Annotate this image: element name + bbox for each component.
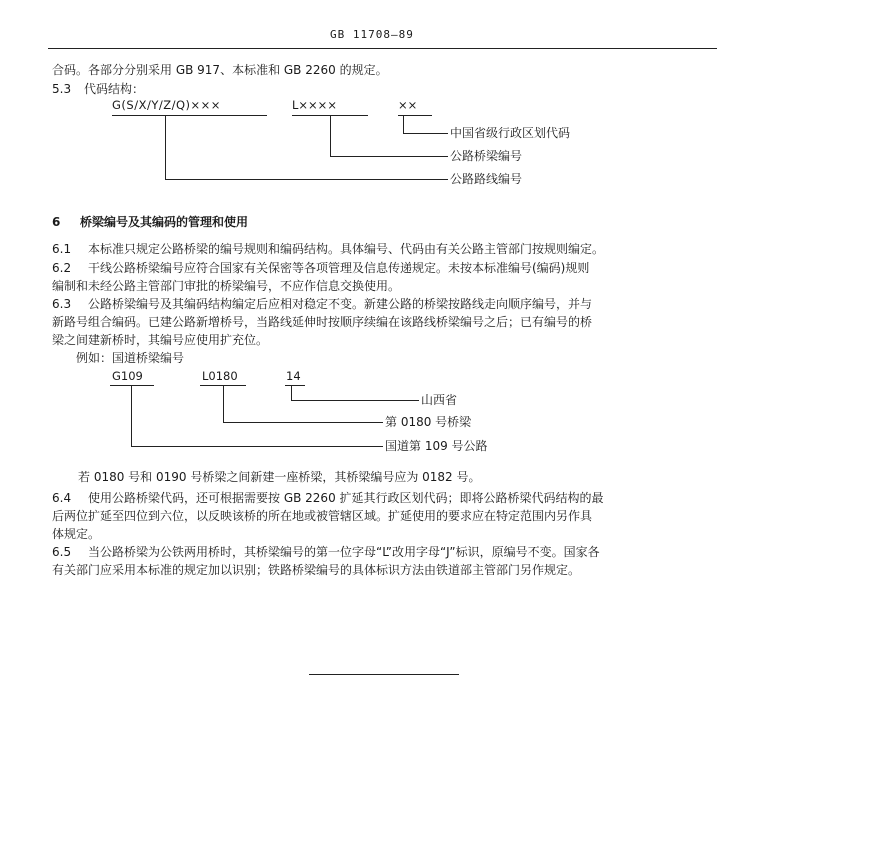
section-6-3-line3: 梁之间建新桥时，其编号应使用扩充位。 [52, 333, 269, 347]
code-part-route: G(S/X/Y/Z/Q)××× [112, 98, 221, 112]
section-6-5-number: 6.5 [52, 545, 72, 559]
intro-line: 合码。各部分分别采用 GB 917、本标准和 GB 2260 的规定。 [52, 63, 388, 77]
header-rule [48, 48, 717, 49]
section-6-4-line1: 使用公路桥梁代码，还可根据需要按 GB 2260 扩延其行政区划代码；即将公路桥梁代码结构的最 [88, 491, 604, 505]
ex-connector-route-h [131, 446, 383, 447]
example-label-bridge: 第 0180 号桥梁 [385, 415, 472, 429]
section-6-number: 6 [52, 215, 61, 229]
ex-underline-route [110, 385, 154, 386]
section-6-3-number: 6.3 [52, 297, 72, 311]
code-part-bridge: L×××× [292, 98, 337, 112]
label-route-number: 公路路线编号 [450, 172, 523, 186]
section-6-4-number: 6.4 [52, 491, 72, 505]
section-6-1-number: 6.1 [52, 242, 72, 256]
page-header: GB 11708—89 [330, 28, 414, 41]
section-6-2-line1: 干线公路桥梁编号应符合国家有关保密等各项管理及信息传递规定。未按本标准编号(编码)规则 [88, 261, 590, 275]
underline-route [112, 115, 267, 116]
section-6-4-line2: 后两位扩延至四位到六位，以反映该桥的所在地或被管辖区域。扩延使用的要求应在特定范围内另作具 [52, 509, 593, 523]
section-6-5-line1: 当公路桥梁为公铁两用桥时，其桥梁编号的第一位字母“L”改用字母“J”标识，原编号不变。国家各 [88, 545, 600, 559]
ex-connector-route-v [131, 385, 132, 447]
section-6-5-line2: 有关部门应采用本标准的规定加以识别；铁路桥梁编号的具体标识方法由铁道部主管部门另作规定。 [52, 563, 581, 577]
code-part-region: ×× [398, 98, 418, 112]
connector-region-v [403, 115, 404, 134]
label-region-code: 中国省级行政区划代码 [450, 126, 571, 140]
section-6-4-line3: 体规定。 [52, 527, 101, 541]
end-rule [309, 674, 459, 675]
section-6-1-text: 本标准只规定公路桥梁的编号规则和编码结构。具体编号、代码由有关公路主管部门按规则编定。 [88, 242, 605, 256]
example-note: 若 0180 号和 0190 号桥梁之间新建一座桥梁，其桥梁编号应为 0182 号。 [78, 470, 481, 484]
section-6-3-line2: 新路号组合编码。已建公路新增桥号，当路线延伸时按顺序续编在该路线桥梁编号之后；已有编号的桥 [52, 315, 593, 329]
section-6-3-line1: 公路桥梁编号及其编码结构编定后应相对稳定不变。新建公路的桥梁按路线走向顺序编号，并与 [88, 297, 593, 311]
example-label-region: 山西省 [421, 393, 458, 407]
section-5-3-title: 代码结构： [84, 82, 145, 96]
section-6-2-line2: 编制和未经公路主管部门审批的桥梁编号，不应作信息交换使用。 [52, 279, 401, 293]
section-6-2-number: 6.2 [52, 261, 72, 275]
section-6-title: 桥梁编号及其编码的管理和使用 [80, 215, 249, 229]
connector-bridge-v [330, 115, 331, 157]
ex-connector-region-v [291, 385, 292, 401]
example-part-route: G109 [112, 369, 143, 383]
example-part-bridge: L0180 [202, 369, 238, 383]
example-part-region: 14 [286, 369, 301, 383]
example-title: 例如：国道桥梁编号 [76, 351, 185, 365]
ex-connector-region-h [291, 400, 419, 401]
ex-underline-region [285, 385, 305, 386]
connector-bridge-h [330, 156, 448, 157]
connector-region-h [403, 133, 448, 134]
section-5-3-number: 5.3 [52, 82, 72, 96]
example-label-route: 国道第 109 号公路 [385, 439, 488, 453]
connector-route-h [165, 179, 448, 180]
connector-route-v [165, 115, 166, 180]
label-bridge-number: 公路桥梁编号 [450, 149, 523, 163]
ex-connector-bridge-v [223, 385, 224, 423]
ex-connector-bridge-h [223, 422, 383, 423]
